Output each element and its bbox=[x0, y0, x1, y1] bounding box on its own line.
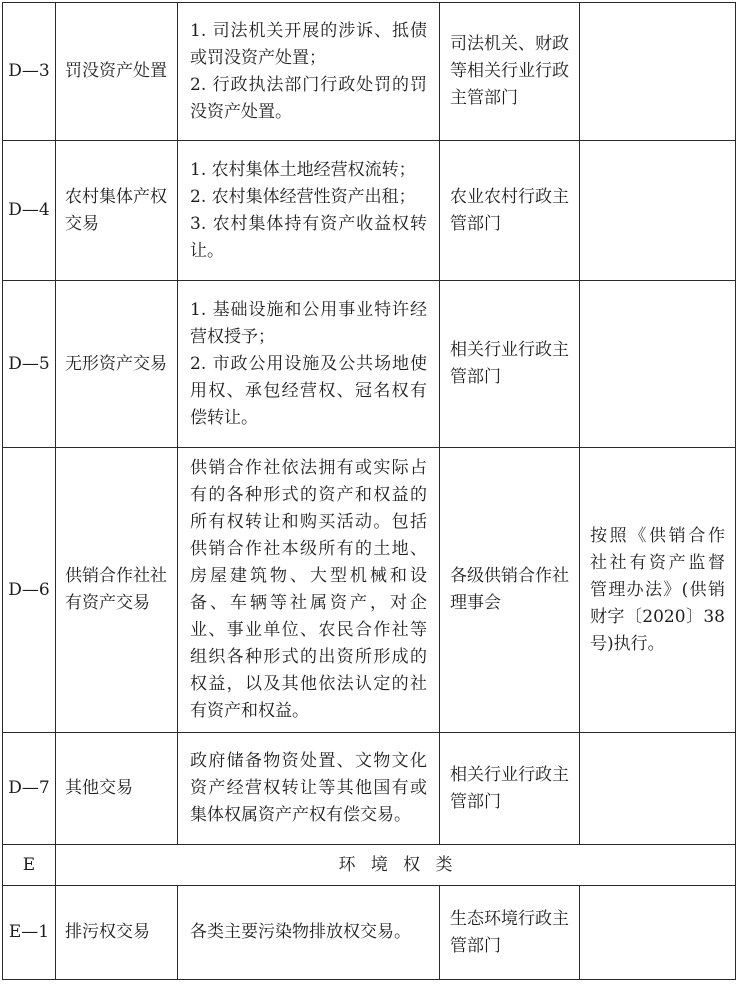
table-row-e1 bbox=[3, 886, 736, 980]
code-cell: D—4 bbox=[3, 141, 56, 281]
code-cell: D—5 bbox=[3, 281, 56, 448]
note-cell bbox=[580, 886, 736, 980]
name-cell: 罚没资产处置 bbox=[56, 3, 178, 141]
description-item: 2. 市政公用设施及公共场地使用权、承包经营权、冠名权有偿转让。 bbox=[190, 353, 427, 428]
note-cell bbox=[580, 3, 736, 141]
code-cell: D—6 bbox=[3, 448, 56, 733]
table-row-d6 bbox=[3, 448, 736, 733]
description-item: 3. 农村集体持有资产收益权转让。 bbox=[190, 213, 427, 261]
code-cell: E bbox=[3, 845, 56, 886]
authority-cell: 生态环境行政主管部门 bbox=[440, 886, 580, 980]
description-item: 政府储备物资处置、文物文化资产经营权转让等其他国有或集体权属资产产权有偿交易。 bbox=[190, 751, 427, 825]
authority-cell: 各级供销合作社理事会 bbox=[440, 448, 580, 733]
description-item: 1. 基础设施和公用事业特许经营权授予； bbox=[190, 299, 427, 347]
description-cell bbox=[178, 886, 440, 980]
description-cell bbox=[178, 3, 440, 141]
table-row-d4 bbox=[3, 141, 736, 281]
description-item: 供销合作社依法拥有或实际占有的各种形式的资产和权益的所有权转让和购买活动。包括供销合作社本级所有的土地、房屋建筑物、大型机械和设备、车辆等社属资产，对企业、事业单位、农民合作社等组织各种形式的出资所形成的权益，以及其他依法认定的社有资产和权益。 bbox=[190, 458, 427, 721]
code-cell: D—7 bbox=[3, 733, 56, 845]
authority-cell: 相关行业行政主管部门 bbox=[440, 281, 580, 448]
category-label: 环境权类 bbox=[56, 845, 736, 886]
name-cell: 农村集体产权交易 bbox=[56, 141, 178, 281]
authority-cell: 农业农村行政主管部门 bbox=[440, 141, 580, 281]
note-cell bbox=[580, 281, 736, 448]
description-item: 1. 司法机关开展的涉诉、抵债或罚没资产处置； bbox=[190, 20, 427, 68]
description-cell bbox=[178, 141, 440, 281]
description-item: 2. 农村集体经营性资产出租； bbox=[190, 186, 416, 207]
authority-cell: 司法机关、财政等相关行业行政主管部门 bbox=[440, 3, 580, 141]
description-cell bbox=[178, 733, 440, 845]
name-cell: 供销合作社社有资产交易 bbox=[56, 448, 178, 733]
note-cell bbox=[580, 733, 736, 845]
table-row-category-e bbox=[3, 845, 736, 886]
authority-cell: 相关行业行政主管部门 bbox=[440, 733, 580, 845]
table-row-d3 bbox=[3, 3, 736, 141]
description-cell bbox=[178, 448, 440, 733]
table-row-d5 bbox=[3, 281, 736, 448]
table-row-d7 bbox=[3, 733, 736, 845]
name-cell: 其他交易 bbox=[56, 733, 178, 845]
transaction-catalog-table bbox=[2, 2, 736, 980]
description-cell bbox=[178, 281, 440, 448]
description-item: 1. 农村集体土地经营权流转； bbox=[190, 159, 416, 180]
note-cell bbox=[580, 141, 736, 281]
code-cell: D—3 bbox=[3, 3, 56, 141]
name-cell: 排污权交易 bbox=[56, 886, 178, 980]
note-cell: 按照《供销合作社社有资产监督管理办法》(供销财字〔2020〕38号)执行。 bbox=[580, 448, 736, 733]
description-item: 各类主要污染物排放权交易。 bbox=[190, 922, 411, 942]
code-cell: E—1 bbox=[3, 886, 56, 980]
name-cell: 无形资产交易 bbox=[56, 281, 178, 448]
description-item: 2. 行政执法部门行政处罚的罚没资产处置。 bbox=[190, 74, 427, 122]
